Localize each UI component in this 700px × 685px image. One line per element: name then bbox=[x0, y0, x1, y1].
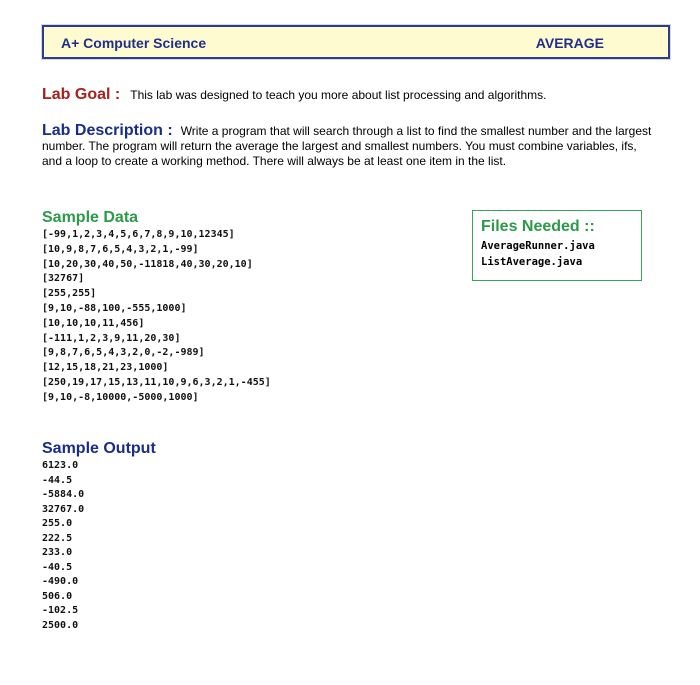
sample-data-line: [10,10,10,11,456] bbox=[42, 317, 145, 329]
sample-data-line: [-111,1,2,3,9,11,20,30] bbox=[42, 332, 181, 344]
header-course-title: A+ Computer Science bbox=[61, 35, 207, 51]
sample-data-line: [-99,1,2,3,4,5,6,7,8,9,10,12345] bbox=[42, 229, 235, 240]
sample-data-line: [9,8,7,6,5,4,3,2,0,-2,-989] bbox=[42, 347, 205, 359]
lab-description bbox=[42, 123, 652, 169]
sample-output-line: -44.5 bbox=[42, 474, 73, 486]
sample-data-list bbox=[42, 228, 271, 406]
sample-data-line: [9,10,-8,10000,-5000,1000] bbox=[42, 391, 199, 403]
lab-goal bbox=[42, 87, 662, 103]
sample-output-line: 2500.0 bbox=[42, 619, 79, 631]
files-needed-list bbox=[481, 238, 633, 270]
sample-data-line: [12,15,18,21,23,1000] bbox=[42, 362, 169, 374]
sample-output-line: -40.5 bbox=[42, 561, 73, 573]
sample-output-line: -5884.0 bbox=[42, 489, 85, 500]
header-bar bbox=[42, 25, 670, 59]
lab-description-text: Write a program that will search through a list to find the smallest number and the largest number. The program will return the average the largest and smallest numbers. You must combine variables, ifs, and a loop to create a working method. There will always be at least one item in the list. bbox=[42, 124, 652, 168]
sample-data-line: [32767] bbox=[42, 273, 85, 285]
lab-description-label: Lab Description : bbox=[42, 122, 173, 139]
header-lab-title: AVERAGE bbox=[535, 35, 604, 51]
sample-data-line: [250,19,17,15,13,11,10,9,6,3,2,1,-455] bbox=[42, 376, 271, 388]
sample-output-line: 255.0 bbox=[42, 518, 73, 529]
sample-output-list bbox=[42, 459, 84, 633]
sample-data-line: [9,10,-88,100,-555,1000] bbox=[42, 302, 187, 314]
sample-output-title: Sample Output bbox=[42, 440, 156, 457]
sample-data-line: [10,9,8,7,6,5,4,3,2,1,-99] bbox=[42, 243, 199, 255]
sample-output-line: -102.5 bbox=[42, 605, 79, 616]
sample-output-line: 222.5 bbox=[42, 532, 73, 544]
sample-output-line: 6123.0 bbox=[42, 460, 79, 471]
sample-data-line: [255,255] bbox=[42, 288, 97, 300]
files-needed-title: Files Needed :: bbox=[481, 218, 595, 235]
sample-output-line: -490.0 bbox=[42, 576, 79, 587]
lab-goal-label: Lab Goal : bbox=[42, 86, 121, 103]
lab-goal-text: This lab was designed to teach you more about list processing and algorithms. bbox=[130, 88, 547, 102]
sample-output-line: 233.0 bbox=[42, 547, 73, 558]
sample-data-line: [10,20,30,40,50,-11818,40,30,20,10] bbox=[42, 258, 253, 270]
sample-output-line: 32767.0 bbox=[42, 503, 85, 515]
sample-data-title: Sample Data bbox=[42, 209, 139, 226]
file-name: ListAverage.java bbox=[481, 256, 583, 268]
sample-output-line: 506.0 bbox=[42, 590, 73, 602]
file-name: AverageRunner.java bbox=[481, 240, 595, 252]
files-needed-box bbox=[472, 210, 642, 281]
